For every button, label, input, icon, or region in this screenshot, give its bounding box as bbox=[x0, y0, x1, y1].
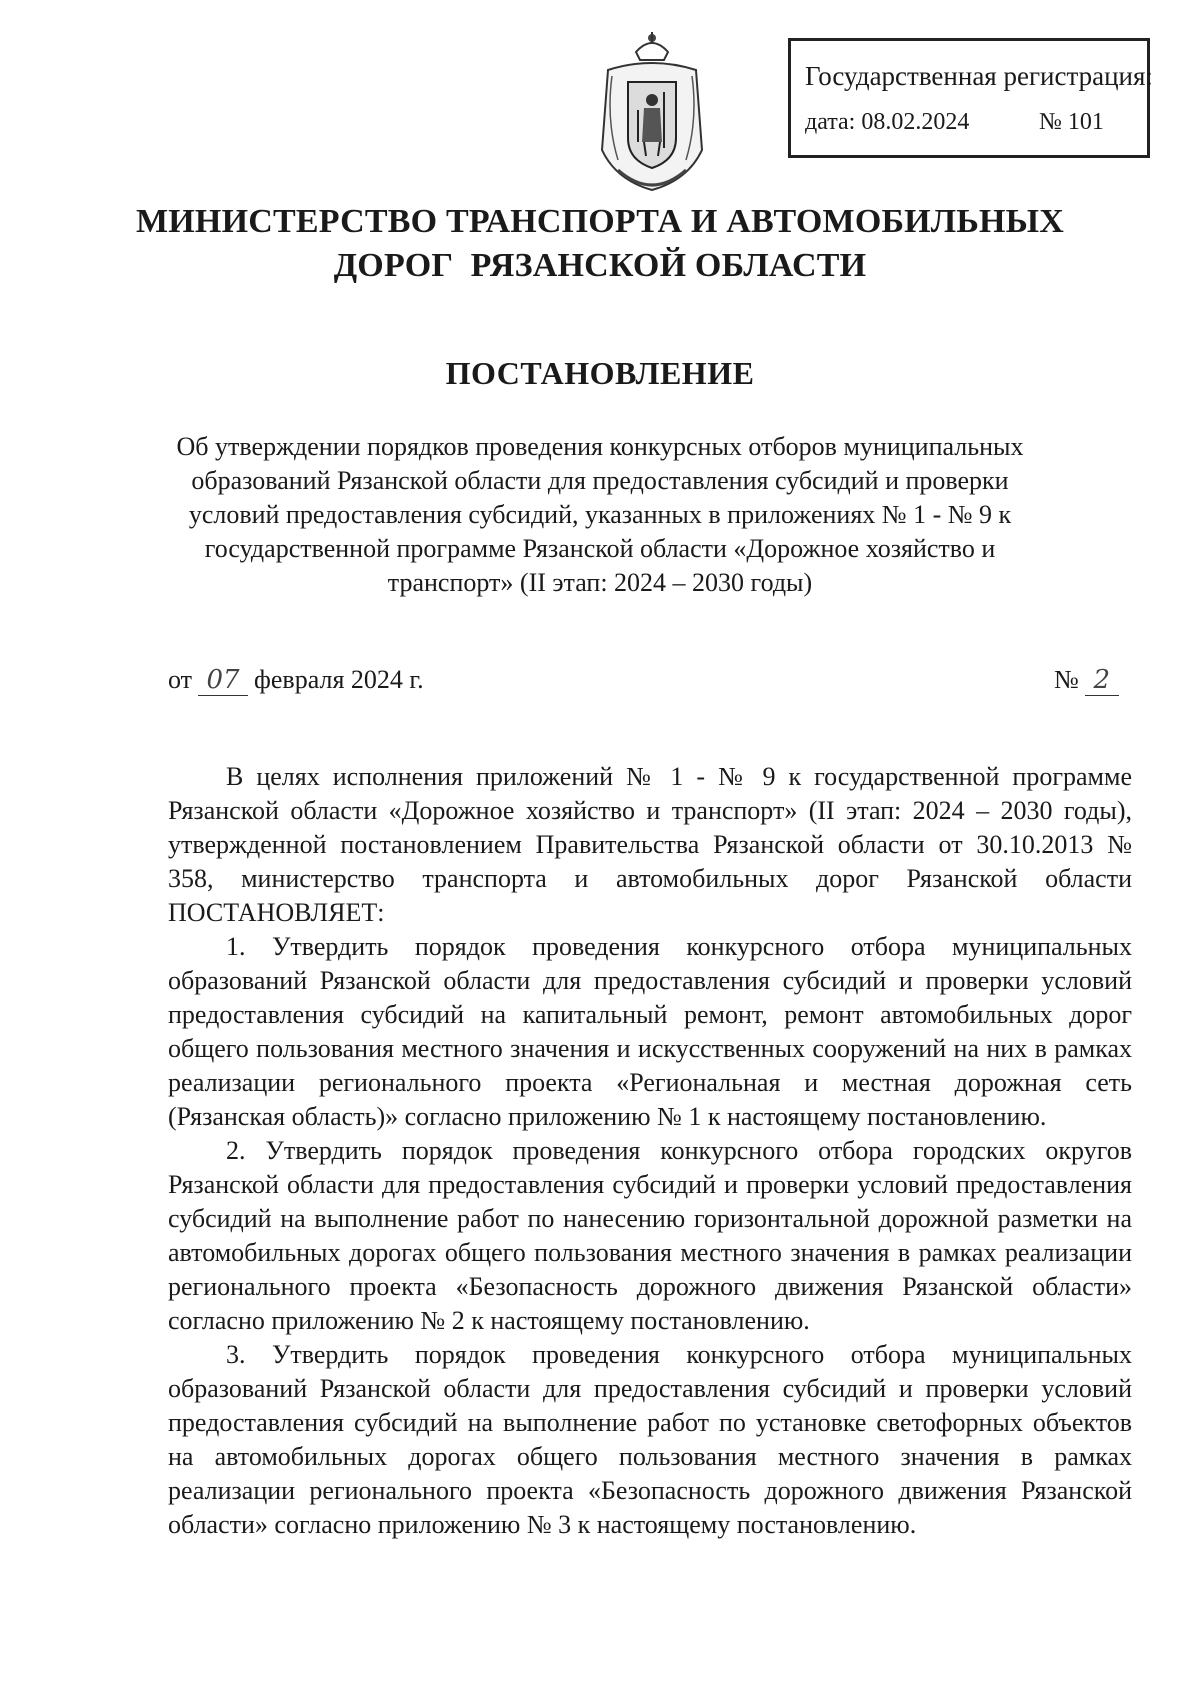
registration-number: № 101 bbox=[1039, 109, 1104, 135]
document-type: ПОСТАНОВЛЕНИЕ bbox=[445, 355, 755, 391]
registration-title: Государственная регистрация: bbox=[805, 61, 1153, 91]
number-prefix: № bbox=[1054, 665, 1079, 694]
list-item: 3. Утвердить порядок проведения конкурсного отбора муниципальных образований Рязанской области для предоставления субсидий и проверки условий предоставления субсидий на выполнение работ по установке светофорных объектов на автомобильных дорогах общего пользования местного значения в рамках реализации регионального проекта «Безопасность дорожного движения Рязанской области» согласно приложению № 3 к настоящему постановлению. bbox=[168, 1340, 1132, 1539]
ministry-name-line2: ДОРОГ РЯЗАНСКОЙ ОБЛАСТИ bbox=[333, 247, 867, 284]
list-item: 1. Утвердить порядок проведения конкурсного отбора муниципальных образований Рязанской области для предоставления субсидий и проверки условий предоставления субсидий на капитальный ремонт, ремонт автомобильных дорог общего пользования местного значения и искусственных сооружений на них в рамках реализации регионального проекта «Региональная и местная дорожная сеть (Рязанская область)» согласно приложению № 1 к настоящему постановлению. bbox=[168, 932, 1132, 1131]
document-date bbox=[168, 665, 424, 696]
registration-stamp bbox=[788, 38, 1153, 158]
ministry-name-line1: МИНИСТЕРСТВО ТРАНСПОРТА И АВТОМОБИЛЬНЫХ bbox=[135, 203, 1064, 240]
date-prefix: от bbox=[168, 665, 193, 694]
ministry-name bbox=[0, 200, 1200, 288]
coat-of-arms-icon bbox=[588, 30, 716, 200]
registration-date: дата: 08.02.2024 bbox=[805, 109, 970, 135]
date-day-handwritten: 07 bbox=[198, 665, 248, 696]
list-item: 2. Утвердить порядок проведения конкурсного отбора городских округов Рязанской области для предоставления субсидий и проверки условий предоставления субсидий на выполнение работ по нанесению горизонтальной дорожной разметки на автомобильных дорогах общего пользования местного значения в рамках реализации регионального проекта «Безопасность дорожного движения Рязанской области» согласно приложению № 2 к настоящему постановлению. bbox=[168, 1136, 1132, 1335]
document-number bbox=[1054, 665, 1119, 696]
document-body bbox=[168, 760, 1132, 1542]
document-subject: Об утверждении порядков проведения конкурсных отборов муниципальных образований Рязанской области для предоставления субсидий и проверки условий предоставления субсидий, указанных в приложениях № 1 - № 9 к государственной программе Рязанской области «Дорожное хозяйство и транспорт» (II этап: 2024 – 2030 годы) bbox=[176, 432, 1024, 597]
preamble-paragraph: В целях исполнения приложений № 1 - № 9 к государственной программе Рязанской области «Дорожное хозяйство и транспорт» (II этап: 2024 – 2030 годы), утвержденной постановлением Правительства Рязанской области от 30.10.2013 № 358, министерство транспорта и автомобильных дорог Рязанской области ПОСТАНОВЛЯЕТ: bbox=[168, 762, 1132, 927]
number-handwritten: 2 bbox=[1085, 665, 1119, 696]
date-suffix: февраля 2024 г. bbox=[254, 665, 424, 694]
